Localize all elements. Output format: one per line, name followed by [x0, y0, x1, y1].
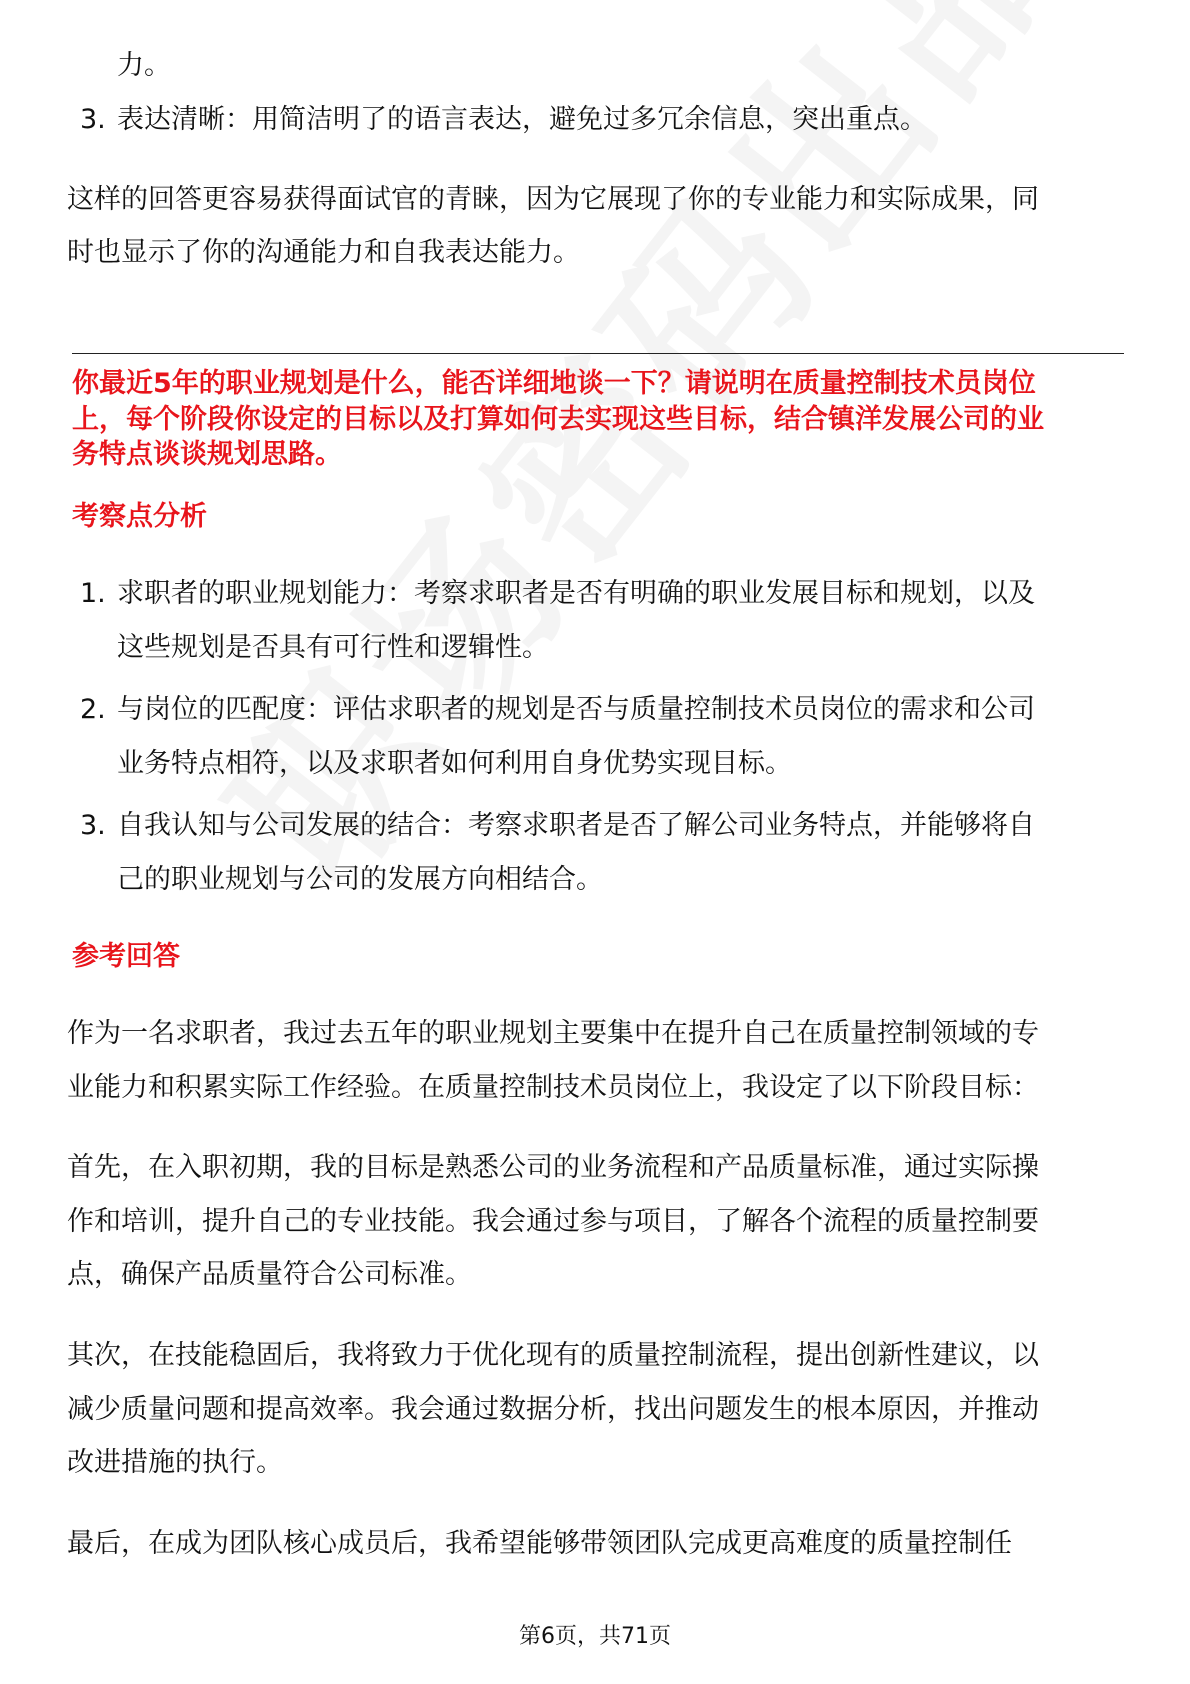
analysis-item1-line1: 求职者的职业规划能力：考察求职者是否有明确的职业发展目标和规划，以及: [117, 578, 1035, 609]
answer-p4-line1: 最后，在成为团队核心成员后，我希望能够带领团队完成更高难度的质量控制任: [67, 1528, 1012, 1559]
analysis-item2-number: 2.: [80, 694, 106, 725]
answer-p3-line3: 改进措施的执行。: [67, 1447, 283, 1478]
analysis-item1-line2: 这些规划是否具有可行性和逻辑性。: [117, 632, 549, 663]
page-number: 第6页，共71页: [519, 1624, 671, 1649]
prev-item-tail: 力。: [117, 50, 171, 81]
question-line3: 务特点谈谈规划思路。: [72, 439, 342, 470]
prev-summary-line2: 时也显示了你的沟通能力和自我表达能力。: [67, 237, 580, 268]
question-line2: 上，每个阶段你设定的目标以及打算如何去实现这些目标，结合镇洋发展公司的业: [72, 404, 1044, 435]
analysis-item3-line2: 己的职业规划与公司的发展方向相结合。: [117, 864, 603, 895]
answer-heading: 参考回答: [72, 941, 180, 972]
analysis-item1-number: 1.: [80, 578, 106, 609]
analysis-heading: 考察点分析: [72, 501, 207, 532]
prev-summary-line1: 这样的回答更容易获得面试官的青睐，因为它展现了你的专业能力和实际成果，同: [67, 184, 1039, 215]
answer-p2-line3: 点，确保产品质量符合公司标准。: [67, 1259, 472, 1290]
analysis-item2-line2: 业务特点相符，以及求职者如何利用自身优势实现目标。: [117, 748, 792, 779]
answer-p1-line2: 业能力和积累实际工作经验。在质量控制技术员岗位上，我设定了以下阶段目标：: [67, 1072, 1039, 1103]
answer-p3-line1: 其次，在技能稳固后，我将致力于优化现有的质量控制流程，提出创新性建议，以: [67, 1340, 1039, 1371]
answer-p2-line1: 首先，在入职初期，我的目标是熟悉公司的业务流程和产品质量标准，通过实际操: [67, 1152, 1039, 1183]
analysis-item2-line1: 与岗位的匹配度：评估求职者的规划是否与质量控制技术员岗位的需求和公司: [117, 694, 1035, 725]
answer-p2-line2: 作和培训，提升自己的专业技能。我会通过参与项目，了解各个流程的质量控制要: [67, 1206, 1039, 1237]
prev-item3-text: 表达清晰：用简洁明了的语言表达，避免过多冗余信息，突出重点。: [117, 104, 927, 135]
prev-item3-number: 3.: [80, 104, 106, 135]
answer-p3-line2: 减少质量问题和提高效率。我会通过数据分析，找出问题发生的根本原因，并推动: [67, 1394, 1039, 1425]
question-line1: 你最近5年的职业规划是什么，能否详细地谈一下？请说明在质量控制技术员岗位: [72, 368, 1036, 399]
answer-p1-line1: 作为一名求职者，我过去五年的职业规划主要集中在提升自己在质量控制领域的专: [67, 1018, 1039, 1049]
analysis-item3-line1: 自我认知与公司发展的结合：考察求职者是否了解公司业务特点，并能够将自: [117, 810, 1035, 841]
analysis-item3-number: 3.: [80, 810, 106, 841]
section-divider: [72, 353, 1124, 354]
